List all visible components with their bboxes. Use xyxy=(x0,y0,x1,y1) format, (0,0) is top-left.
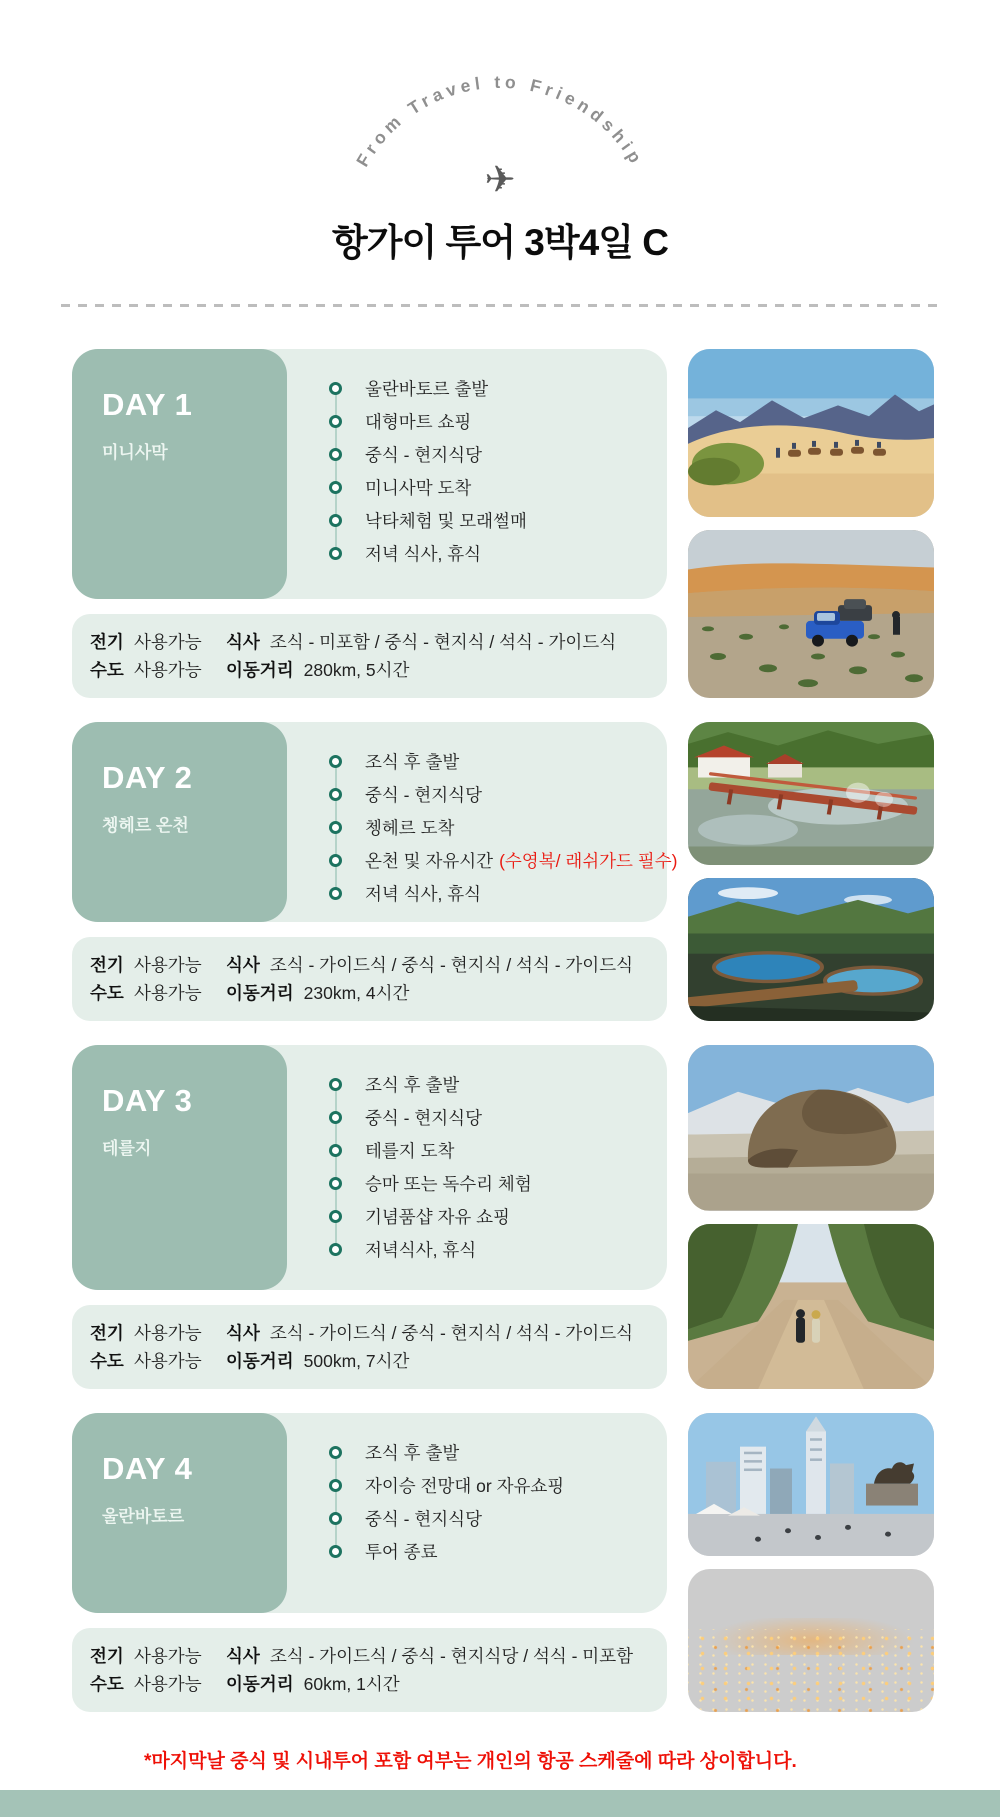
electric-value: 사용가능 xyxy=(134,632,202,652)
electric-value: 사용가능 xyxy=(134,955,202,975)
day-section-4 xyxy=(72,1413,934,1712)
water-value: 사용가능 xyxy=(134,660,202,680)
timeline-dot-icon xyxy=(329,1078,342,1091)
day1-info-box xyxy=(72,614,667,698)
day-section-2 xyxy=(72,722,934,1021)
day4-info-box xyxy=(72,1628,667,1712)
day4-photos xyxy=(688,1413,934,1712)
electric-label: 전기 xyxy=(90,955,124,975)
day2-photos xyxy=(688,722,934,1021)
meal-value: 조식 - 가이드식 / 중식 - 현지식 / 석식 - 가이드식 xyxy=(269,1323,634,1343)
timeline-dot-icon xyxy=(329,788,342,801)
timeline-dot-icon xyxy=(329,755,342,768)
day-subtitle: 쳉헤르 온천 xyxy=(102,816,189,835)
timeline-item: 테를지 도착 xyxy=(329,1134,667,1167)
timeline-item: 온천 및 자유시간 (수영복/ 래쉬가드 필수) xyxy=(329,844,667,877)
day4-panel xyxy=(72,1413,667,1613)
photo-illustration xyxy=(688,349,934,517)
day-section-1 xyxy=(72,349,934,698)
info-line xyxy=(90,1642,651,1670)
timeline-item: 승마 또는 독수리 체험 xyxy=(329,1167,667,1200)
distance-label: 이동거리 xyxy=(226,983,294,1003)
timeline-item: 저녁 식사, 휴식 xyxy=(329,877,667,910)
header xyxy=(0,0,1000,307)
timeline-dot-icon xyxy=(329,382,342,395)
timeline-dot-icon xyxy=(329,1111,342,1124)
photo-illustration xyxy=(688,1413,934,1556)
day-subtitle: 미니사막 xyxy=(102,443,168,462)
day3-photos xyxy=(688,1045,934,1389)
timeline-item: 울란바토르 출발 xyxy=(329,372,667,405)
timeline-item: 중식 - 현지식당 xyxy=(329,1502,667,1535)
day-label: DAY 1 xyxy=(102,387,193,422)
day-subtitle: 울란바토르 xyxy=(102,1507,185,1526)
electric-label: 전기 xyxy=(90,1646,124,1666)
timeline-dot-icon xyxy=(329,821,342,834)
day4-timeline xyxy=(72,1413,667,1568)
timeline-dot-icon xyxy=(329,481,342,494)
timeline-item: 조식 후 출발 xyxy=(329,1068,667,1101)
timeline-item: 중식 - 현지식당 xyxy=(329,438,667,471)
photo-night-cityscape xyxy=(688,1569,934,1712)
day3-timeline xyxy=(72,1045,667,1266)
distance-label: 이동거리 xyxy=(226,1351,294,1371)
timeline-dot-icon xyxy=(329,1243,342,1256)
water-label: 수도 xyxy=(90,983,124,1003)
day-label: DAY 2 xyxy=(102,760,193,795)
day1-timeline xyxy=(72,349,667,570)
water-label: 수도 xyxy=(90,1351,124,1371)
timeline-dot-icon xyxy=(329,1545,342,1558)
info-line xyxy=(90,656,651,684)
electric-value: 사용가능 xyxy=(134,1323,202,1343)
timeline-item: 중식 - 현지식당 xyxy=(329,1101,667,1134)
meal-value: 조식 - 가이드식 / 중식 - 현지식 / 석식 - 가이드식 xyxy=(269,955,634,975)
timeline-item: 낙타체험 및 모래썰매 xyxy=(329,504,667,537)
timeline-item: 대형마트 쇼핑 xyxy=(329,405,667,438)
day3-info-box xyxy=(72,1305,667,1389)
info-line xyxy=(90,979,651,1007)
meal-label: 식사 xyxy=(226,955,260,975)
distance-value: 60km, 1시간 xyxy=(303,1674,400,1694)
meal-label: 식사 xyxy=(226,1323,260,1343)
timeline-dot-icon xyxy=(329,448,342,461)
day-subtitle: 테를지 xyxy=(102,1139,152,1158)
photo-desert-camel-riding xyxy=(688,349,934,517)
day-label: DAY 3 xyxy=(102,1083,193,1118)
timeline-dot-icon xyxy=(329,1512,342,1525)
timeline-dot-icon xyxy=(329,547,342,560)
timeline-dot-icon xyxy=(329,1177,342,1190)
arc-header xyxy=(0,40,1000,202)
photo-hot-spring-pools-valley xyxy=(688,878,934,1021)
photo-city-square-statue xyxy=(688,1413,934,1556)
itinerary-content xyxy=(0,307,1000,1773)
city-lights xyxy=(688,1629,934,1712)
electric-label: 전기 xyxy=(90,1323,124,1343)
timeline-item: 미니사막 도착 xyxy=(329,471,667,504)
distance-label: 이동거리 xyxy=(226,1674,294,1694)
photo-tree-lined-road-walk xyxy=(688,1224,934,1390)
photo-illustration xyxy=(688,1045,934,1211)
timeline-item: 저녁식사, 휴식 xyxy=(329,1233,667,1266)
timeline-dot-icon xyxy=(329,1144,342,1157)
distance-value: 230km, 4시간 xyxy=(303,983,410,1003)
day3-panel xyxy=(72,1045,667,1290)
photo-illustration xyxy=(688,530,934,698)
meal-label: 식사 xyxy=(226,1646,260,1666)
water-value: 사용가능 xyxy=(134,1674,202,1694)
day2-timeline xyxy=(72,722,678,910)
photo-turtle-rock xyxy=(688,1045,934,1211)
timeline-dot-icon xyxy=(329,854,342,867)
timeline-dot-icon xyxy=(329,415,342,428)
day2-info-box xyxy=(72,937,667,1021)
footnote: *마지막날 중식 및 시내투어 포함 여부는 개인의 항공 스케줄에 따라 상이합니다. xyxy=(144,1751,797,1772)
water-label: 수도 xyxy=(90,660,124,680)
arc-slogan-text: From Travel to Friendship xyxy=(352,71,648,171)
timeline-item: 자이승 전망대 or 자유쇼핑 xyxy=(329,1469,667,1502)
timeline-dot-icon xyxy=(329,887,342,900)
plane-icon: ✈ xyxy=(484,159,516,200)
footer-bar xyxy=(0,1790,1000,1817)
info-line xyxy=(90,628,651,656)
timeline-item: 조식 후 출발 xyxy=(329,745,667,778)
water-value: 사용가능 xyxy=(134,1351,202,1371)
timeline-item: 투어 종료 xyxy=(329,1535,667,1568)
timeline-dot-icon xyxy=(329,514,342,527)
day-label: DAY 4 xyxy=(102,1451,193,1486)
photo-illustration xyxy=(688,722,934,865)
timeline-item: 쳉헤르 도착 xyxy=(329,811,667,844)
electric-label: 전기 xyxy=(90,632,124,652)
distance-value: 500km, 7시간 xyxy=(303,1351,410,1371)
timeline-item: 저녁 식사, 휴식 xyxy=(329,537,667,570)
distance-label: 이동거리 xyxy=(226,660,294,680)
timeline-item: 조식 후 출발 xyxy=(329,1436,667,1469)
info-line xyxy=(90,1670,651,1698)
day1-photos xyxy=(688,349,934,698)
page-title: 항가이 투어 3박4일 C xyxy=(332,222,668,263)
timeline-dot-icon xyxy=(329,1446,342,1459)
electric-value: 사용가능 xyxy=(134,1646,202,1666)
photo-hot-spring-resort-bridge xyxy=(688,722,934,865)
timeline-dot-icon xyxy=(329,1479,342,1492)
meal-value: 조식 - 미포함 / 중식 - 현지식 / 석식 - 가이드식 xyxy=(269,632,617,652)
day1-panel xyxy=(72,349,667,599)
photo-desert-blue-truck xyxy=(688,530,934,698)
photo-illustration xyxy=(688,878,934,1021)
day2-panel xyxy=(72,722,678,922)
photo-illustration xyxy=(688,1224,934,1390)
day-section-3 xyxy=(72,1045,934,1389)
info-line xyxy=(90,1319,651,1347)
timeline-item: 중식 - 현지식당 xyxy=(329,778,667,811)
water-label: 수도 xyxy=(90,1674,124,1694)
distance-value: 280km, 5시간 xyxy=(303,660,410,680)
meal-value: 조식 - 가이드식 / 중식 - 현지식당 / 석식 - 미포함 xyxy=(269,1646,634,1666)
info-line xyxy=(90,951,651,979)
red-note: (수영복/ 래쉬가드 필수) xyxy=(499,851,678,871)
timeline-dot-icon xyxy=(329,1210,342,1223)
info-line xyxy=(90,1347,651,1375)
water-value: 사용가능 xyxy=(134,983,202,1003)
meal-label: 식사 xyxy=(226,632,260,652)
timeline-item: 기념품샵 자유 쇼핑 xyxy=(329,1200,667,1233)
